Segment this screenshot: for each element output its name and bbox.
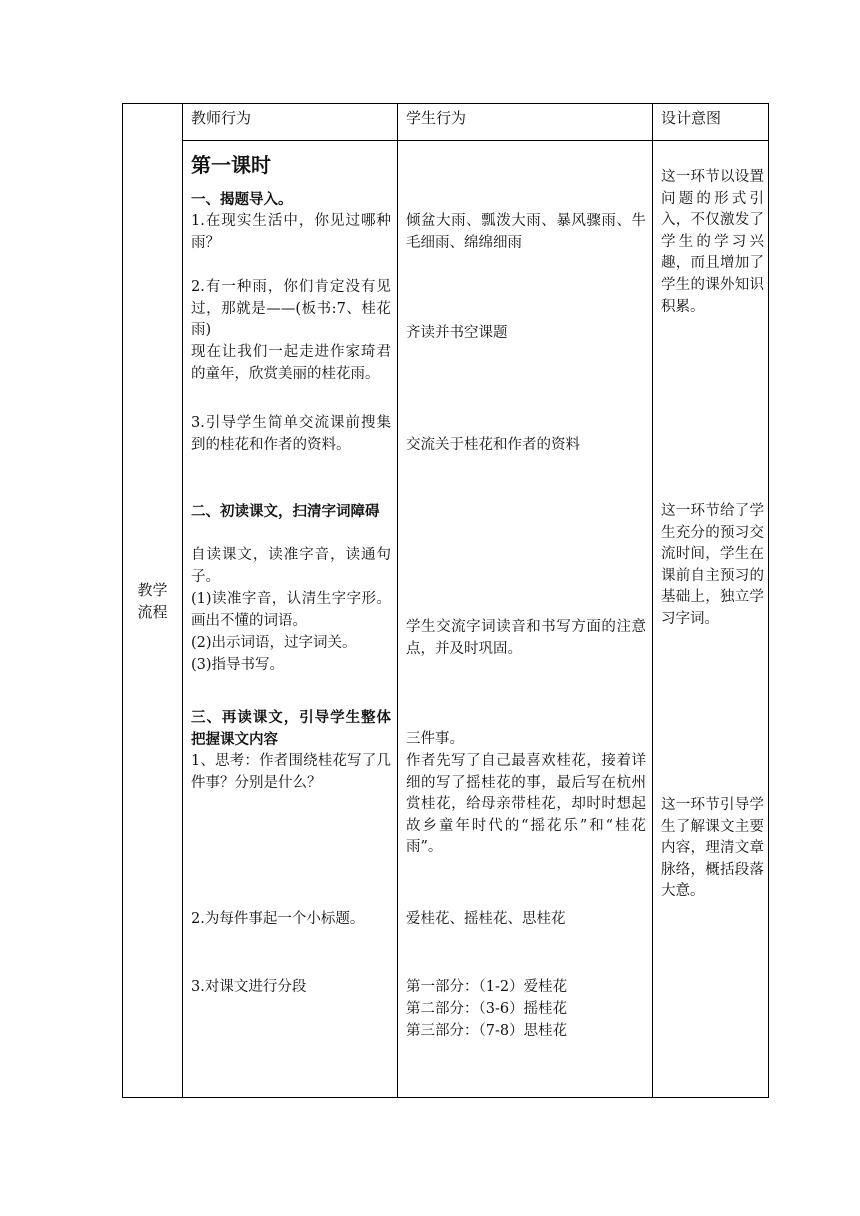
teacher-intro-text: 现在让我们一起走进作家琦君的童年，欣赏美丽的桂花雨。: [191, 344, 391, 382]
section-2-item-3: (3)指导书写。: [191, 657, 285, 673]
header-student: 学生行为: [406, 109, 467, 127]
lesson-plan-table: [122, 103, 769, 1098]
student-answer-3: 交流关于桂花和作者的资料: [406, 437, 580, 453]
section-2-item-2: (2)出示词语，过字词关。: [191, 635, 357, 651]
header-design-cell: [653, 104, 769, 141]
student-answer-7-part-2: 第二部分：（3-6）摇桂花: [406, 1001, 568, 1017]
student-answer-1: 倾盆大雨、瓢泼大雨、暴风骤雨、牛毛细雨、绵绵细雨: [406, 213, 646, 251]
student-answer-7-part-3: 第三部分：（7-8）思桂花: [406, 1023, 568, 1039]
section-1-heading: 一、揭题导入。: [191, 191, 293, 208]
student-answer-4: 学生交流字词读音和书写方面的注意点，并及时巩固。: [406, 619, 646, 657]
student-answer-5-body: 作者先写了自己最喜欢桂花，接着详细的写了摇桂花的事，最后写在杭州赏桂花，给母亲带桂花，却时时想起故乡童年时代的“摇花乐”和“桂花雨”。: [406, 753, 646, 855]
header-teacher: 教师行为: [191, 109, 252, 127]
lesson-title: 第一课时: [191, 153, 271, 177]
student-answer-5-line1: 三件事。: [406, 731, 464, 747]
header-teacher-cell: [183, 104, 398, 141]
content-row: [123, 141, 769, 1098]
design-intent-3: 这一环节引导学生了解课文主要内容，理清文章脉络，概括段落大意。: [661, 797, 764, 900]
design-intent-2: 这一环节给了学生充分的预习交流时间，学生在课前自主预习的基础上，独立学习字词。: [661, 503, 764, 627]
student-cell: [398, 141, 653, 1098]
teacher-cell: [183, 141, 398, 1098]
header-row: [123, 104, 769, 141]
section-2-heading: 二、初读课文，扫清字词障碍: [191, 503, 380, 520]
student-answer-6: 爱桂花、摇桂花、思桂花: [406, 911, 566, 927]
section-3-heading: 三、再读课文，引导学生整体把握课文内容: [191, 709, 391, 748]
side-label-cell: [123, 104, 183, 1098]
teacher-question-5: 2.为每件事起一个小标题。: [191, 911, 365, 927]
teacher-question-3: 3.引导学生简单交流课前搜集到的桂花和作者的资料。: [191, 415, 391, 453]
teacher-question-1: 1.在现实生活中，你见过哪种雨？: [191, 213, 391, 251]
teacher-question-4: 1、思考：作者围绕桂花写了几件事？分别是什么？: [191, 753, 391, 791]
design-cell: [653, 141, 769, 1098]
header-student-cell: [398, 104, 653, 141]
student-answer-2: 齐读并书空课题: [406, 325, 508, 341]
section-2-intro: 自读课文，读准字音，读通句子。: [191, 547, 391, 585]
design-intent-1: 这一环节以设置问题的形式引入，不仅激发了学生的学习兴趣，而且增加了学生的课外知识积累。: [661, 169, 764, 315]
header-design: 设计意图: [661, 109, 722, 127]
section-2-item-1: (1)读准字音，认清生字字形。画出不懂的词语。: [191, 591, 391, 629]
student-answer-7-part-1: 第一部分：（1-2）爱桂花: [406, 979, 568, 995]
teacher-question-2: 2.有一种雨，你们肯定没有见过，那就是——(板书:7、桂花雨): [191, 279, 391, 338]
teacher-question-6: 3.对课文进行分段: [191, 979, 307, 995]
side-label: 教学流程: [137, 580, 168, 621]
